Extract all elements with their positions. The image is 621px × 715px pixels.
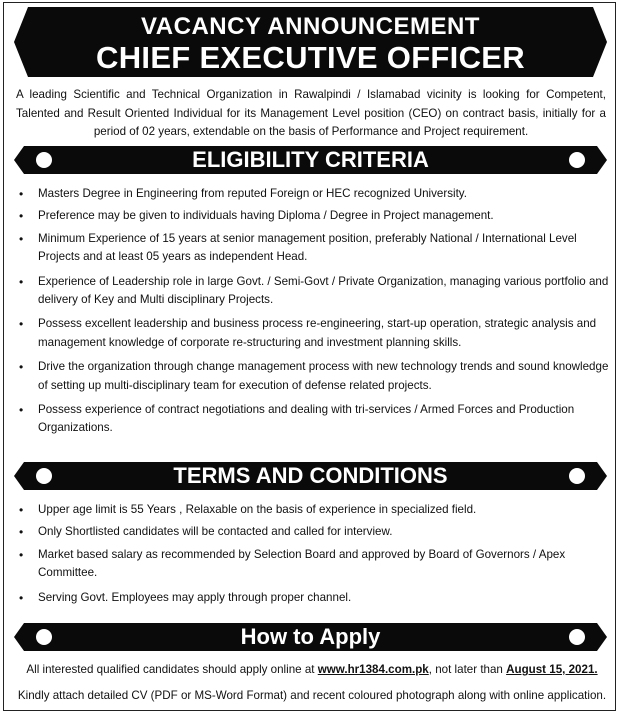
list-item xyxy=(18,315,610,352)
eligibility-title: ELIGIBILITY CRITERIA xyxy=(192,147,429,172)
list-item-text: Possess experience of contract negotiations and dealing with tri-services / Armed Forces and Production Organizations. xyxy=(38,403,575,435)
eligibility-heading xyxy=(14,146,607,174)
bullet-icon: • xyxy=(19,525,24,540)
intro-paragraph: A leading Scientific and Technical Organization in Rawalpindi / Islamabad vicinity is looking for Competent, Talented and Result Oriented Individual for its Management Level position (CEO) on contract basis, initially for a period of 02 years, extendable on the basis of Performance and Project requirement. xyxy=(16,88,606,138)
apply-line-2: Kindly attach detailed CV (PDF or MS-Word Format) and recent coloured photograph along with online application. xyxy=(17,689,607,702)
list-item-text: Possess excellent leadership and business process re-engineering, start-up operation, strategic analysis and management knowledge of corporate re-structuring and investment planning skills. xyxy=(38,317,597,349)
bullet-icon: • xyxy=(19,274,24,289)
list-item-text: Experience of Leadership role in large Govt. / Semi-Govt / Private Organization, managing various portfolio and delivery of Key and Multi disciplinary Projects. xyxy=(38,274,609,307)
eligibility-list xyxy=(18,185,610,438)
header-title-line2: CHIEF EXECUTIVE OFFICER xyxy=(96,40,525,75)
apply-heading xyxy=(14,623,607,651)
list-item xyxy=(18,207,610,225)
list-item-text: Minimum Experience of 15 years at senior management position, preferably National / International Level Projects and at least 05 years as independent Head. xyxy=(38,231,577,264)
list-item-text: Only Shortlisted candidates will be contacted and called for interview. xyxy=(38,525,393,539)
header-banner xyxy=(14,7,607,77)
list-item xyxy=(18,273,610,310)
list-item xyxy=(18,546,610,583)
bullet-icon: • xyxy=(19,209,24,224)
list-item xyxy=(18,358,610,395)
apply-text: , not later than xyxy=(428,663,507,676)
apply-title: How to Apply xyxy=(240,624,381,649)
bullet-icon: • xyxy=(19,231,24,246)
bullet-icon: • xyxy=(19,360,24,375)
apply-text: All interested qualified candidates should apply online at xyxy=(26,663,318,676)
bullet-icon: • xyxy=(19,547,24,562)
list-item xyxy=(18,230,610,267)
header-title-line1: VACANCY ANNOUNCEMENT xyxy=(141,13,480,40)
terms-heading xyxy=(14,462,607,490)
website-link[interactable]: www.hr1384.com.pk xyxy=(317,663,429,676)
list-item-text: Drive the organization through change management process with new technology trends and sound knowledge of setting up multi-disciplinary team for execution of defense related projects. xyxy=(38,360,609,392)
list-item-text: Market based salary as recommended by Selection Board and approved by Board of Governors / Apex Committee. xyxy=(38,547,566,580)
list-item xyxy=(18,401,610,438)
terms-list xyxy=(18,501,610,607)
bullet-icon: • xyxy=(19,503,24,517)
list-item xyxy=(18,523,610,541)
list-item-text: Preference may be given to individuals having Diploma / Degree in Project management. xyxy=(38,209,494,223)
list-item-text: Serving Govt. Employees may apply through proper channel. xyxy=(38,590,352,604)
list-item xyxy=(18,589,610,607)
bullet-icon: • xyxy=(19,403,24,418)
bullet-icon: • xyxy=(19,317,24,332)
vacancy-advertisement xyxy=(3,2,616,711)
terms-title: TERMS AND CONDITIONS xyxy=(173,463,448,488)
apply-line-1 xyxy=(16,661,608,680)
list-item xyxy=(18,501,610,519)
list-item-text: Masters Degree in Engineering from reputed Foreign or HEC recognized University. xyxy=(38,187,467,200)
bullet-icon: • xyxy=(19,187,24,201)
list-item xyxy=(18,185,610,203)
deadline-date: August 15, 2021. xyxy=(506,663,598,676)
bullet-icon: • xyxy=(19,590,24,605)
list-item-text: Upper age limit is 55 Years , Relaxable on the basis of experience in specialized field. xyxy=(38,503,477,516)
